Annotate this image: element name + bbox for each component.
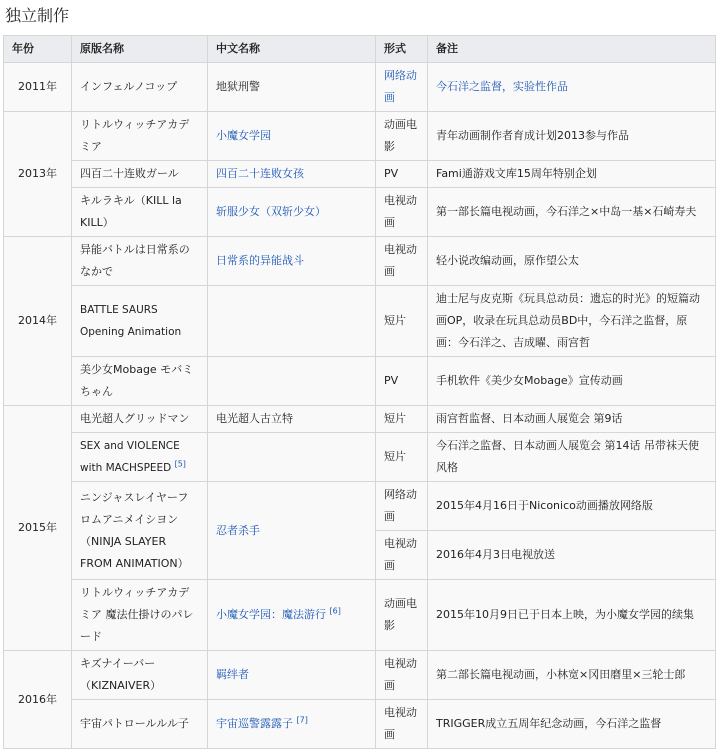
notes-cell: 雨宫哲监督、日本动画人展览会 第9话	[428, 406, 716, 433]
notes-cell[interactable]: 今石洋之监督，实验性作品	[428, 63, 716, 112]
chinese-title	[208, 433, 376, 482]
table-row	[4, 161, 716, 188]
table-row	[4, 112, 716, 161]
table-row	[4, 63, 716, 112]
table-row	[4, 188, 716, 237]
original-title: 美少女Mobage モバミちゃん	[72, 357, 208, 406]
format-link[interactable]: 网络动画	[376, 63, 428, 112]
format-cell: 动画电影	[376, 580, 428, 651]
original-title: 电光超人グリッドマン	[72, 406, 208, 433]
year-cell: 2013年	[4, 112, 72, 237]
year-cell: 2015年	[4, 406, 72, 651]
header-chinese: 中文名称	[208, 36, 376, 63]
chinese-title-link[interactable]: 斩服少女（双斩少女）	[208, 188, 376, 237]
notes-cell: 第一部长篇电视动画，今石洋之×中岛一基×石崎寿夫	[428, 188, 716, 237]
chinese-title-link[interactable]: 日常系的异能战斗	[208, 237, 376, 286]
original-title: 四百二十连败ガール	[72, 161, 208, 188]
notes-cell: 手机软件《美少女Mobage》宣传动画	[428, 357, 716, 406]
format-cell: 短片	[376, 286, 428, 357]
table-row	[4, 286, 716, 357]
original-title: BATTLE SAURS Opening Animation	[72, 286, 208, 357]
original-title: リトルウィッチアカデミア 魔法仕掛けのパレード	[72, 580, 208, 651]
citation-link[interactable]: [5]	[174, 459, 186, 469]
year-cell: 2011年	[4, 63, 72, 112]
table-row	[4, 357, 716, 406]
format-cell: PV	[376, 161, 428, 188]
header-format: 形式	[376, 36, 428, 63]
table-row	[4, 700, 716, 749]
table-row	[4, 580, 716, 651]
notes-cell: 青年动画制作者育成计划2013参与作品	[428, 112, 716, 161]
chinese-title-link[interactable]: 忍者杀手	[208, 482, 376, 580]
original-title: ニンジャスレイヤーフロムアニメイシヨン（NINJA SLAYER FROM ANIMATION）	[72, 482, 208, 580]
header-year: 年份	[4, 36, 72, 63]
notes-cell: 2016年4月3日电视放送	[428, 531, 716, 580]
header-original: 原版名称	[72, 36, 208, 63]
format-cell: 短片	[376, 433, 428, 482]
format-cell: 网络动画	[376, 482, 428, 531]
citation-link[interactable]: [6]	[329, 606, 341, 616]
format-cell: 电视动画	[376, 237, 428, 286]
notes-cell: TRIGGER成立五周年纪念动画，今石洋之监督	[428, 700, 716, 749]
chinese-title-link[interactable]: 羁绊者	[208, 651, 376, 700]
table-row	[4, 433, 716, 482]
notes-cell: 迪士尼与皮克斯《玩具总动员：遗忘的时光》的短篇动画OP，收录在玩具总动员BD中，今石洋之监督，原画：今石洋之、吉成曜、雨宫哲	[428, 286, 716, 357]
chinese-title: 地狱刑警	[208, 63, 376, 112]
works-table	[3, 35, 716, 749]
original-title: インフェルノコップ	[72, 63, 208, 112]
format-cell: 电视动画	[376, 531, 428, 580]
chinese-title	[208, 286, 376, 357]
original-title-cell	[72, 433, 208, 482]
year-cell: 2014年	[4, 237, 72, 406]
format-cell: 电视动画	[376, 700, 428, 749]
table-row	[4, 482, 716, 531]
original-title: キズナイーバー（KIZNAIVER）	[72, 651, 208, 700]
notes-cell: 今石洋之监督、日本动画人展览会 第14话 吊带袜天使风格	[428, 433, 716, 482]
notes-cell: 2015年4月16日于Niconico动画播放网络版	[428, 482, 716, 531]
format-cell: 电视动画	[376, 188, 428, 237]
original-title: 宇宙パトロールルル子	[72, 700, 208, 749]
original-title: リトルウィッチアカデミア	[72, 112, 208, 161]
original-title: SEX and VIOLENCE with MACHSPEED	[80, 440, 180, 474]
table-row	[4, 406, 716, 433]
section-title: 独立制作	[5, 6, 70, 25]
format-cell: 电视动画	[376, 651, 428, 700]
chinese-title: 电光超人古立特	[208, 406, 376, 433]
citation-link[interactable]: [7]	[296, 715, 308, 725]
chinese-title-link[interactable]: 四百二十连败女孩	[208, 161, 376, 188]
original-title: キルラキル（KILL la KILL）	[72, 188, 208, 237]
table-row	[4, 651, 716, 700]
format-cell: 动画电影	[376, 112, 428, 161]
chinese-title-cell	[208, 700, 376, 749]
chinese-title-link[interactable]: 宇宙巡警露露子	[216, 717, 293, 730]
notes-cell: 第二部长篇电视动画，小林宽×冈田磨里×三轮士郎	[428, 651, 716, 700]
table-header-row	[4, 36, 716, 63]
notes-cell: 2015年10月9日已于日本上映，为小魔女学园的续集	[428, 580, 716, 651]
header-notes: 备注	[428, 36, 716, 63]
chinese-title	[208, 357, 376, 406]
chinese-title-link[interactable]: 小魔女学园	[208, 112, 376, 161]
year-cell: 2016年	[4, 651, 72, 749]
notes-cell: Fami通游戏文库15周年特别企划	[428, 161, 716, 188]
chinese-title-link[interactable]: 小魔女学园：魔法游行	[216, 608, 326, 621]
table-row	[4, 237, 716, 286]
chinese-title-cell	[208, 580, 376, 651]
notes-cell: 轻小说改编动画，原作望公太	[428, 237, 716, 286]
format-cell: PV	[376, 357, 428, 406]
format-cell: 短片	[376, 406, 428, 433]
original-title: 异能バトルは日常系のなかで	[72, 237, 208, 286]
